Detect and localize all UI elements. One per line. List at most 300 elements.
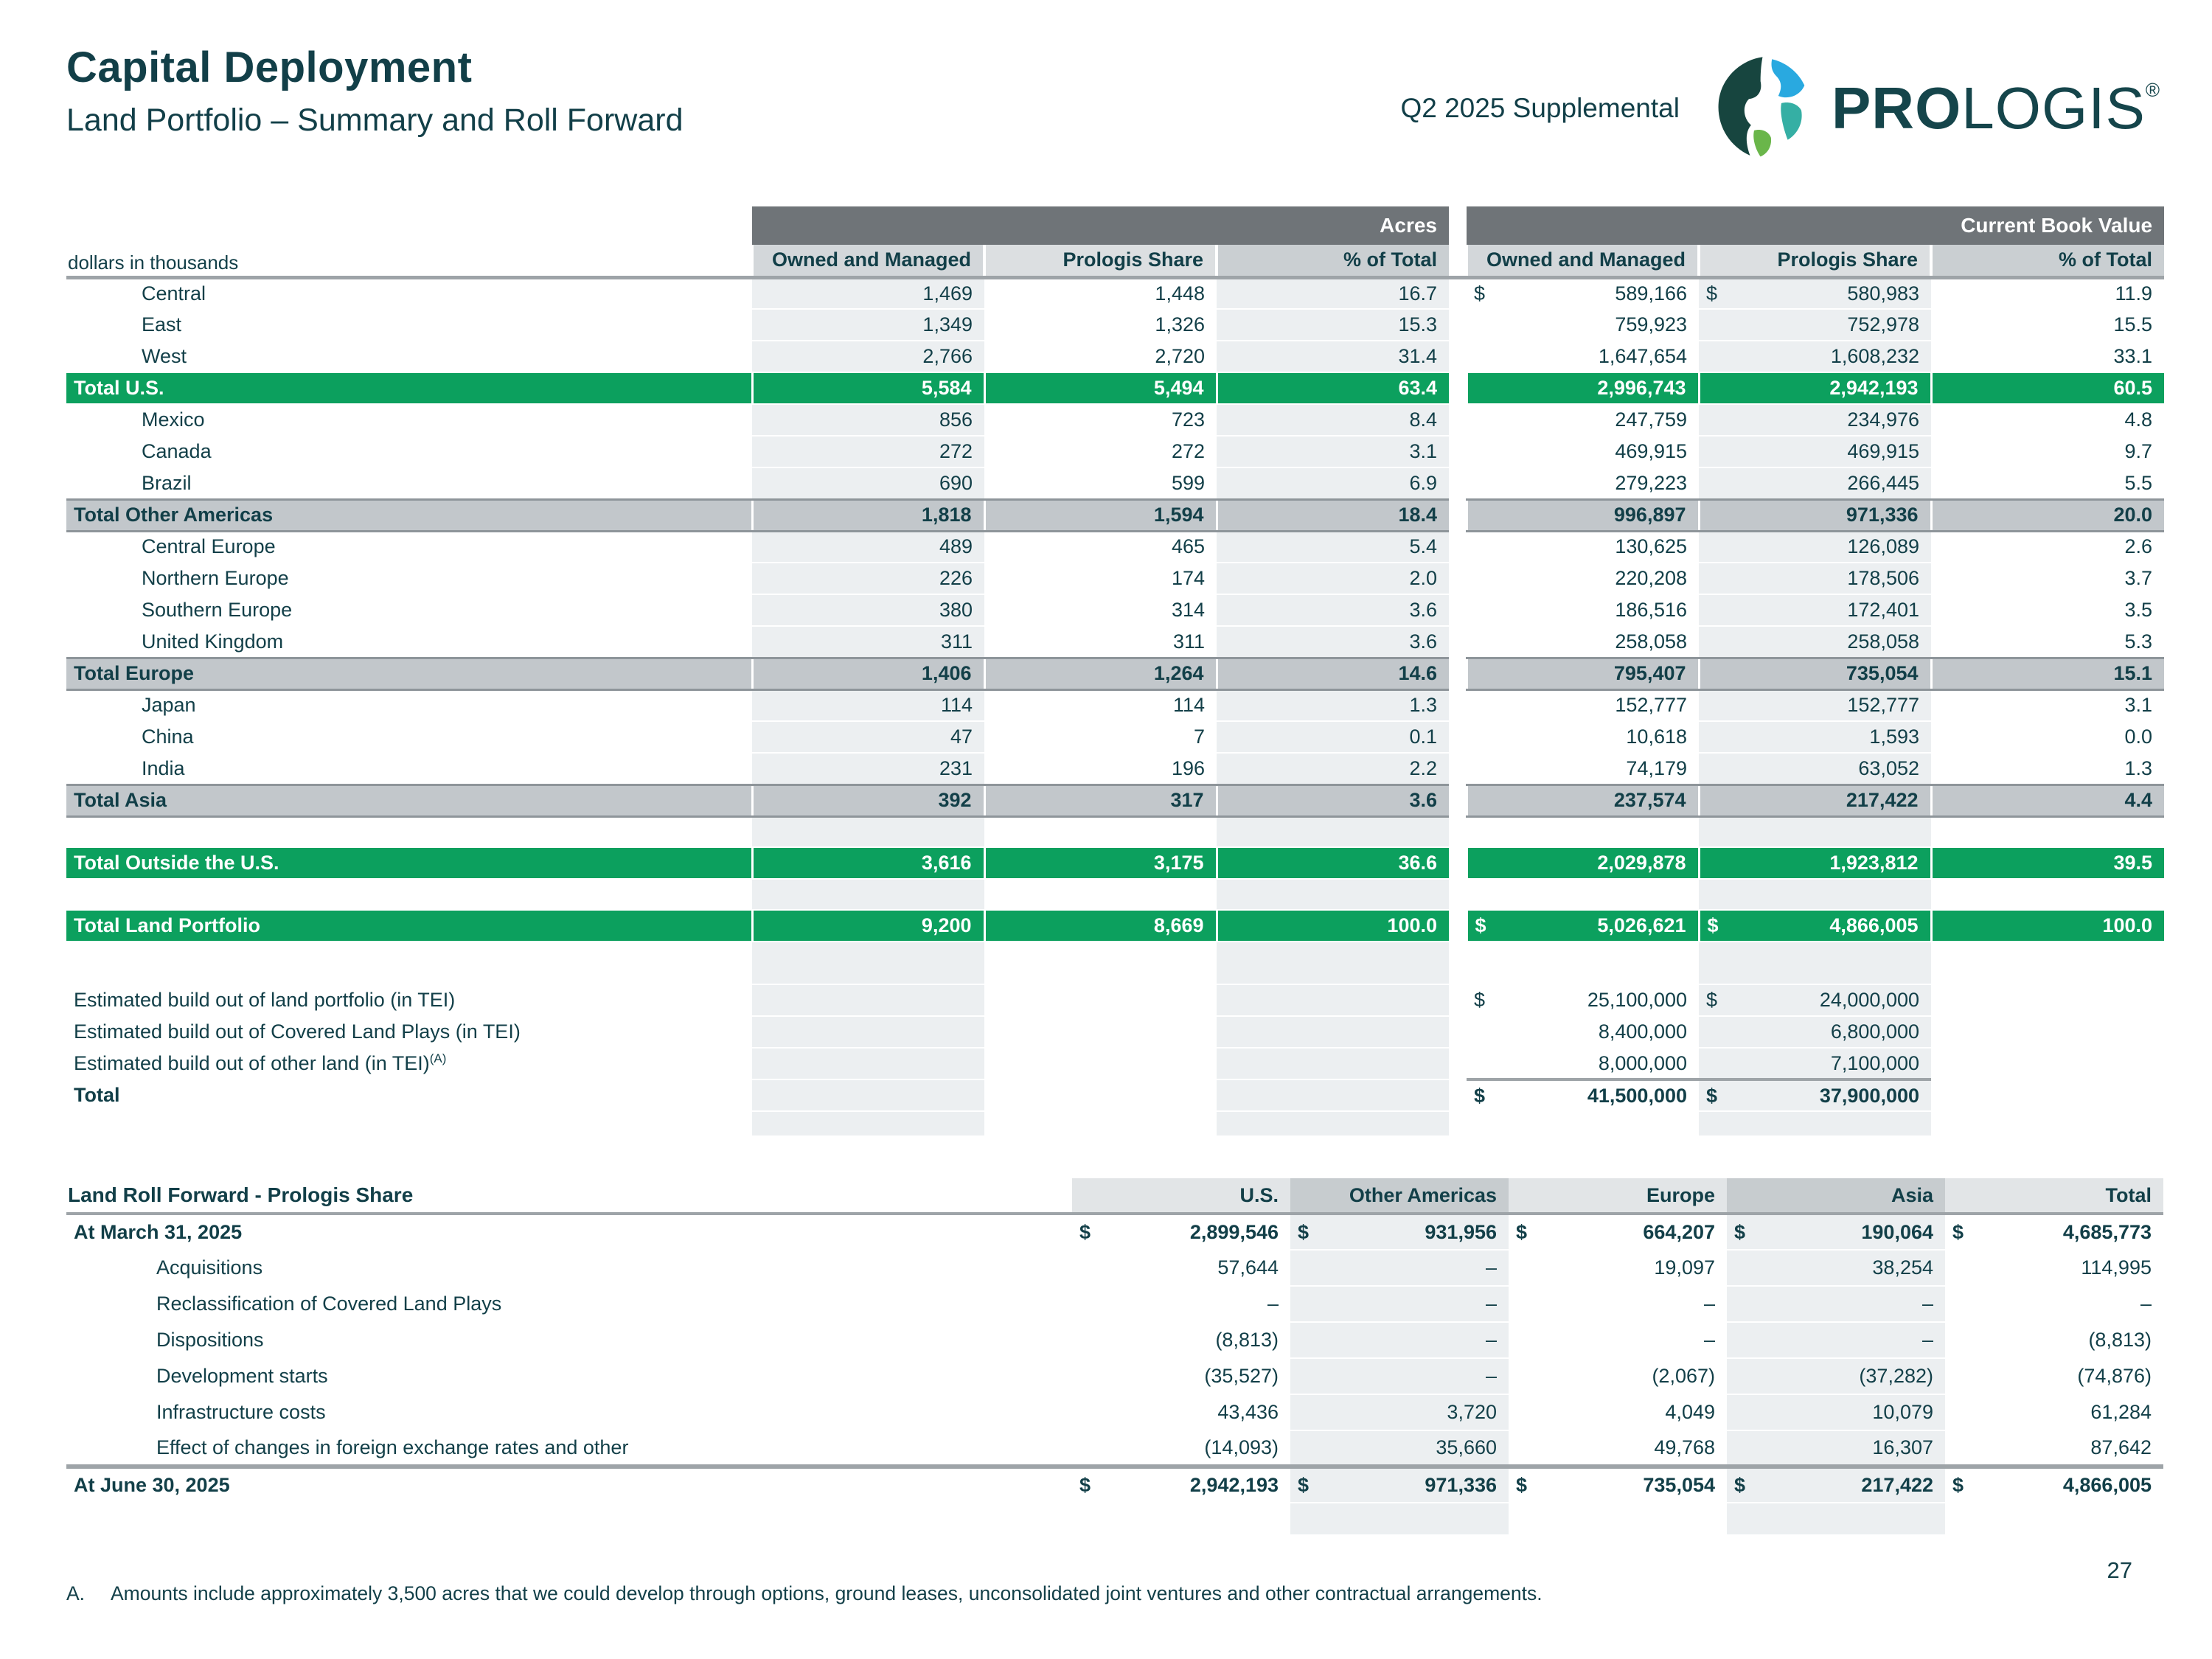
cell: (8,813) xyxy=(1945,1322,2163,1358)
row-label: Total Asia xyxy=(66,785,752,816)
col-asia: Asia xyxy=(1727,1178,1945,1214)
cell: 489 xyxy=(752,531,984,563)
column-header-row xyxy=(66,245,2164,277)
row-label: Northern Europe xyxy=(66,563,752,594)
group-gap xyxy=(1449,594,1467,626)
cell: – xyxy=(1290,1250,1509,1286)
row-label xyxy=(66,816,752,847)
cell: 4,049 xyxy=(1509,1394,1727,1430)
cell: 178,506 xyxy=(1699,563,1931,594)
cell: 57,644 xyxy=(1072,1250,1290,1286)
footnote-letter: A. xyxy=(66,1582,86,1604)
cell: 971,336 xyxy=(1699,499,1931,531)
row-label: West xyxy=(66,341,752,372)
cell: 0.1 xyxy=(1217,721,1449,753)
cell: $ 4,685,773 xyxy=(1945,1214,2163,1250)
cell xyxy=(752,984,984,1016)
table-row xyxy=(66,816,2164,847)
table-row xyxy=(66,1467,2163,1503)
cell: 31.4 xyxy=(1217,341,1449,372)
cell: 3,720 xyxy=(1290,1394,1509,1430)
col-cbv-prologis-share: Prologis Share xyxy=(1699,245,1931,277)
col-us: U.S. xyxy=(1072,1178,1290,1214)
cell: $ 2,899,546 xyxy=(1072,1214,1290,1250)
cell: 8,000,000 xyxy=(1467,1048,1699,1079)
cell: 1.3 xyxy=(1931,753,2164,785)
row-label: Total U.S. xyxy=(66,372,752,404)
cell: 1,608,232 xyxy=(1699,341,1931,372)
cell: 380 xyxy=(752,594,984,626)
group-gap xyxy=(1449,372,1467,404)
col-acres-pct-total: % of Total xyxy=(1217,245,1449,277)
group-gap xyxy=(1449,1079,1467,1111)
col-total: Total xyxy=(1945,1178,2163,1214)
cell xyxy=(1217,1016,1449,1048)
row-label: Central Europe xyxy=(66,531,752,563)
group-gap xyxy=(1449,341,1467,372)
cell: 14.6 xyxy=(1217,658,1449,689)
row-label: At June 30, 2025 xyxy=(66,1467,1072,1503)
land-rollforward-table xyxy=(66,1178,2163,1536)
cell: 5,494 xyxy=(984,372,1217,404)
cell: 8,669 xyxy=(984,910,1217,942)
cell: 196 xyxy=(984,753,1217,785)
cell: 247,759 xyxy=(1467,404,1699,436)
table-row xyxy=(66,879,2164,910)
cell: 8.4 xyxy=(1217,404,1449,436)
cell: 2,996,743 xyxy=(1467,372,1699,404)
group-gap xyxy=(1449,721,1467,753)
cell: 258,058 xyxy=(1467,626,1699,658)
units-note: dollars in thousands xyxy=(66,245,752,277)
cell: 690 xyxy=(752,467,984,499)
table-row xyxy=(66,1048,2164,1079)
cell: 752,978 xyxy=(1699,309,1931,341)
cell: 0.0 xyxy=(1931,721,2164,753)
cell: 2.0 xyxy=(1217,563,1449,594)
group-gap xyxy=(1449,1048,1467,1079)
cell: 317 xyxy=(984,785,1217,816)
cell: 1,818 xyxy=(752,499,984,531)
cell: $ 735,054 xyxy=(1509,1467,1727,1503)
cell: 5,584 xyxy=(752,372,984,404)
cell: 16.7 xyxy=(1217,277,1449,309)
row-label: Estimated build out of land portfolio (in TEI) xyxy=(66,984,752,1016)
cell xyxy=(752,1079,984,1111)
cell: 19,097 xyxy=(1509,1250,1727,1286)
col-other-americas: Other Americas xyxy=(1290,1178,1509,1214)
cell xyxy=(1931,984,2164,1016)
row-label xyxy=(66,879,752,910)
rollforward-title: Land Roll Forward - Prologis Share xyxy=(66,1178,1072,1214)
cell xyxy=(1931,816,2164,847)
registered-mark: ® xyxy=(2145,79,2160,101)
cell: – xyxy=(1509,1286,1727,1322)
cell: $ 931,956 xyxy=(1290,1214,1509,1250)
cell xyxy=(1217,1079,1449,1111)
row-label: Southern Europe xyxy=(66,594,752,626)
cell: 3.1 xyxy=(1931,689,2164,721)
cell xyxy=(1217,942,1449,984)
cell: $ 589,166 xyxy=(1467,277,1699,309)
cell xyxy=(1727,1503,1945,1535)
group-gap xyxy=(1449,658,1467,689)
cell: 10,079 xyxy=(1727,1394,1945,1430)
footnote-ref: (A) xyxy=(429,1051,447,1065)
table-row xyxy=(66,594,2164,626)
cell xyxy=(1699,1111,1931,1136)
cell xyxy=(1931,1016,2164,1048)
table-row xyxy=(66,1079,2164,1111)
cell: 469,915 xyxy=(1467,436,1699,467)
cell xyxy=(1931,1048,2164,1079)
cell: 735,054 xyxy=(1699,658,1931,689)
row-label: East xyxy=(66,309,752,341)
row-label: Central xyxy=(66,277,752,309)
cell: 15.1 xyxy=(1931,658,2164,689)
cell: 49,768 xyxy=(1509,1430,1727,1467)
cell: 152,777 xyxy=(1699,689,1931,721)
cell: 3.6 xyxy=(1217,594,1449,626)
cell: 1,448 xyxy=(984,277,1217,309)
cell: 60.5 xyxy=(1931,372,2164,404)
cell xyxy=(984,1048,1217,1079)
group-gap xyxy=(1449,309,1467,341)
cell: 33.1 xyxy=(1931,341,2164,372)
group-gap xyxy=(1449,467,1467,499)
table-row xyxy=(66,467,2164,499)
cell: 3.1 xyxy=(1217,436,1449,467)
cell: 1,264 xyxy=(984,658,1217,689)
cell: 15.3 xyxy=(1217,309,1449,341)
cell: 237,574 xyxy=(1467,785,1699,816)
table-row xyxy=(66,531,2164,563)
cell: (2,067) xyxy=(1509,1358,1727,1394)
cell: 186,516 xyxy=(1467,594,1699,626)
cell: 8,400,000 xyxy=(1467,1016,1699,1048)
cell: 11.9 xyxy=(1931,277,2164,309)
page-header xyxy=(66,43,2160,161)
cell xyxy=(752,1016,984,1048)
cell xyxy=(1931,879,2164,910)
cell xyxy=(1945,1503,2163,1535)
cell: 1,469 xyxy=(752,277,984,309)
row-label: Effect of changes in foreign exchange rates and other xyxy=(66,1430,1072,1467)
row-label xyxy=(66,1111,752,1136)
cell: 15.5 xyxy=(1931,309,2164,341)
footnote-text: Amounts include approximately 3,500 acres that we could develop through options, ground leases, unconsolidated joint ventures and other contractual arrangements. xyxy=(111,1582,1543,1604)
header-right xyxy=(1400,56,2160,161)
cell: $ 4,866,005 xyxy=(1945,1467,2163,1503)
cell: $ 41,500,000 xyxy=(1467,1079,1699,1111)
row-label xyxy=(66,1503,1072,1535)
cell: 314 xyxy=(984,594,1217,626)
row-label: China xyxy=(66,721,752,753)
row-label: Brazil xyxy=(66,467,752,499)
cell xyxy=(1509,1503,1727,1535)
row-label: At March 31, 2025 xyxy=(66,1214,1072,1250)
cell xyxy=(984,1016,1217,1048)
table-row xyxy=(66,1358,2163,1394)
cell: 3.5 xyxy=(1931,594,2164,626)
cell xyxy=(1931,1111,2164,1136)
cell: 272 xyxy=(752,436,984,467)
cell: 795,407 xyxy=(1467,658,1699,689)
cell: 272 xyxy=(984,436,1217,467)
cell: 2,942,193 xyxy=(1699,372,1931,404)
cell: 996,897 xyxy=(1467,499,1699,531)
cell: 130,625 xyxy=(1467,531,1699,563)
cell xyxy=(1467,879,1699,910)
row-label: Total Land Portfolio xyxy=(66,910,752,942)
cell xyxy=(1217,816,1449,847)
cell xyxy=(1699,942,1931,984)
group-gap xyxy=(1449,816,1467,847)
group-gap xyxy=(1449,689,1467,721)
cell: 172,401 xyxy=(1699,594,1931,626)
cell: 1,406 xyxy=(752,658,984,689)
row-label: Reclassification of Covered Land Plays xyxy=(66,1286,1072,1322)
cell: – xyxy=(1290,1286,1509,1322)
cell: 723 xyxy=(984,404,1217,436)
cell: $ 37,900,000 xyxy=(1699,1079,1931,1111)
page-number: 27 xyxy=(2107,1557,2132,1583)
table-row xyxy=(66,277,2164,309)
cell xyxy=(1290,1503,1509,1535)
cell: 9.7 xyxy=(1931,436,2164,467)
cell: 759,923 xyxy=(1467,309,1699,341)
cell: 2,720 xyxy=(984,341,1217,372)
cell: 100.0 xyxy=(1217,910,1449,942)
col-acres-prologis-share: Prologis Share xyxy=(984,245,1217,277)
table-row xyxy=(66,436,2164,467)
cell: 3,616 xyxy=(752,847,984,879)
cell: $ 971,336 xyxy=(1290,1467,1509,1503)
row-label: Acquisitions xyxy=(66,1250,1072,1286)
prologis-logo xyxy=(1717,56,2160,161)
cell: 226 xyxy=(752,563,984,594)
group-gap xyxy=(1449,942,1467,984)
cell: 465 xyxy=(984,531,1217,563)
cell: $ 25,100,000 xyxy=(1467,984,1699,1016)
cell xyxy=(752,1111,984,1136)
cell: – xyxy=(1509,1322,1727,1358)
cell: 39.5 xyxy=(1931,847,2164,879)
cell xyxy=(984,1079,1217,1111)
cell: 231 xyxy=(752,753,984,785)
cell: – xyxy=(1945,1286,2163,1322)
cell: 87,642 xyxy=(1945,1430,2163,1467)
cell: – xyxy=(1072,1286,1290,1322)
group-gap xyxy=(1449,626,1467,658)
group-gap xyxy=(1449,753,1467,785)
cell xyxy=(984,984,1217,1016)
cell: 16,307 xyxy=(1727,1430,1945,1467)
cell: 10,618 xyxy=(1467,721,1699,753)
cell: 392 xyxy=(752,785,984,816)
cell: 6,800,000 xyxy=(1699,1016,1931,1048)
cell xyxy=(752,942,984,984)
cell: 61,284 xyxy=(1945,1394,2163,1430)
cell: – xyxy=(1727,1322,1945,1358)
group-header-acres: Acres xyxy=(752,206,1449,245)
cell: $ 24,000,000 xyxy=(1699,984,1931,1016)
cell: 2,766 xyxy=(752,341,984,372)
cell: 3.6 xyxy=(1217,785,1449,816)
table-row xyxy=(66,309,2164,341)
cell: 1,349 xyxy=(752,309,984,341)
col-cbv-owned-managed: Owned and Managed xyxy=(1467,245,1699,277)
cell: 35,660 xyxy=(1290,1430,1509,1467)
row-label: Total Europe xyxy=(66,658,752,689)
row-label: India xyxy=(66,753,752,785)
cell: 1,593 xyxy=(1699,721,1931,753)
cell: 266,445 xyxy=(1699,467,1931,499)
cell: 9,200 xyxy=(752,910,984,942)
cell: 220,208 xyxy=(1467,563,1699,594)
cell: 114,995 xyxy=(1945,1250,2163,1286)
cell: $ 4,866,005 xyxy=(1699,910,1931,942)
cell: 217,422 xyxy=(1699,785,1931,816)
cell: – xyxy=(1290,1358,1509,1394)
cell: 114 xyxy=(984,689,1217,721)
cell: 3.7 xyxy=(1931,563,2164,594)
cell: (74,876) xyxy=(1945,1358,2163,1394)
cell: 6.9 xyxy=(1217,467,1449,499)
cell xyxy=(1072,1503,1290,1535)
table-row xyxy=(66,1394,2163,1430)
table-row xyxy=(66,1503,2163,1535)
group-gap xyxy=(1449,984,1467,1016)
cell: (37,282) xyxy=(1727,1358,1945,1394)
cell xyxy=(1217,879,1449,910)
group-gap xyxy=(1449,531,1467,563)
cell: $ 217,422 xyxy=(1727,1467,1945,1503)
row-label xyxy=(66,942,752,984)
wordmark-pro: PRO xyxy=(1831,75,1962,141)
group-gap xyxy=(1449,847,1467,879)
cell: 3,175 xyxy=(984,847,1217,879)
cell xyxy=(752,879,984,910)
cell: 3.6 xyxy=(1217,626,1449,658)
cell: 1,647,654 xyxy=(1467,341,1699,372)
group-gap xyxy=(1449,277,1467,309)
supplemental-label: Q2 2025 Supplemental xyxy=(1400,93,1680,123)
cell xyxy=(1217,984,1449,1016)
cell: $ 664,207 xyxy=(1509,1214,1727,1250)
table-row xyxy=(66,1286,2163,1322)
table-row xyxy=(66,689,2164,721)
footnote xyxy=(66,1582,1543,1605)
cell: 47 xyxy=(752,721,984,753)
cell: $ 190,064 xyxy=(1727,1214,1945,1250)
table-row xyxy=(66,499,2164,531)
cell: 5.3 xyxy=(1931,626,2164,658)
cell xyxy=(984,879,1217,910)
cell: 18.4 xyxy=(1217,499,1449,531)
cell: 1,923,812 xyxy=(1699,847,1931,879)
row-label: Mexico xyxy=(66,404,752,436)
table-row xyxy=(66,563,2164,594)
cell: 1,326 xyxy=(984,309,1217,341)
group-gap xyxy=(1449,499,1467,531)
cell: (35,527) xyxy=(1072,1358,1290,1394)
row-label: Dispositions xyxy=(66,1322,1072,1358)
cell: 311 xyxy=(984,626,1217,658)
table-row xyxy=(66,1016,2164,1048)
table-row xyxy=(66,341,2164,372)
table-row xyxy=(66,942,2164,984)
cell: 36.6 xyxy=(1217,847,1449,879)
cell xyxy=(1931,942,2164,984)
cell: 7,100,000 xyxy=(1699,1048,1931,1079)
row-label: Development starts xyxy=(66,1358,1072,1394)
cell xyxy=(1467,942,1699,984)
cell: 63,052 xyxy=(1699,753,1931,785)
cell: 63.4 xyxy=(1217,372,1449,404)
row-label: Total Other Americas xyxy=(66,499,752,531)
table-row xyxy=(66,1430,2163,1467)
cell xyxy=(984,1111,1217,1136)
table-row xyxy=(66,1111,2164,1136)
cell: 7 xyxy=(984,721,1217,753)
table-row xyxy=(66,785,2164,816)
wordmark-logis: LOGIS xyxy=(1961,75,2146,141)
row-label: Total xyxy=(66,1079,752,1111)
cell: (14,093) xyxy=(1072,1430,1290,1467)
cell: 114 xyxy=(752,689,984,721)
cell: 1,594 xyxy=(984,499,1217,531)
cell: 2,029,878 xyxy=(1467,847,1699,879)
cell: 469,915 xyxy=(1699,436,1931,467)
table-row xyxy=(66,910,2164,942)
cell: 5.4 xyxy=(1217,531,1449,563)
cell: 100.0 xyxy=(1931,910,2164,942)
group-header-book-value: Current Book Value xyxy=(1467,206,2164,245)
col-cbv-pct-total: % of Total xyxy=(1931,245,2164,277)
rollforward-header-row xyxy=(66,1178,2163,1214)
cell: 279,223 xyxy=(1467,467,1699,499)
cell: 1.3 xyxy=(1217,689,1449,721)
row-label: Canada xyxy=(66,436,752,467)
cell: 152,777 xyxy=(1467,689,1699,721)
col-acres-owned-managed: Owned and Managed xyxy=(752,245,984,277)
group-gap xyxy=(1449,404,1467,436)
cell xyxy=(984,942,1217,984)
cell: 20.0 xyxy=(1931,499,2164,531)
row-label: Total Outside the U.S. xyxy=(66,847,752,879)
cell: 74,179 xyxy=(1467,753,1699,785)
prologis-wordmark xyxy=(1832,74,2160,142)
table-row xyxy=(66,626,2164,658)
group-gap xyxy=(1449,563,1467,594)
row-label: Infrastructure costs xyxy=(66,1394,1072,1430)
table-row xyxy=(66,847,2164,879)
table-row xyxy=(66,1214,2163,1250)
row-label: United Kingdom xyxy=(66,626,752,658)
col-europe: Europe xyxy=(1509,1178,1727,1214)
cell: $ 580,983 xyxy=(1699,277,1931,309)
prologis-globe-icon xyxy=(1717,56,1821,161)
cell: 856 xyxy=(752,404,984,436)
cell xyxy=(1699,816,1931,847)
group-gap xyxy=(1449,910,1467,942)
group-header-row xyxy=(66,206,2164,245)
cell xyxy=(1931,1079,2164,1111)
land-summary-table xyxy=(66,206,2164,1137)
cell: – xyxy=(1727,1286,1945,1322)
cell xyxy=(1467,816,1699,847)
